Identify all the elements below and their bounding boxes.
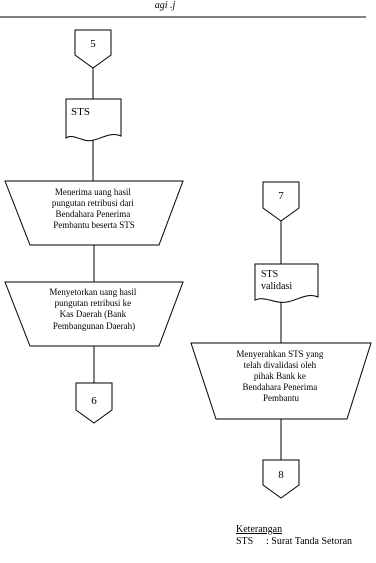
legend-definition: : Surat Tanda Setoran: [266, 536, 353, 547]
legend-row: [236, 536, 352, 548]
process-hand-over-sts-text: Menyerahkan STS yang telah divalidasi oleh pihak Bank ke Bendahara Penerima Pembantu: [236, 349, 324, 403]
process-deposit-money-text: Menyetorkan uang hasil pungutan retribusi ke Kas Daerah (Bank Pembangunan Daerah): [49, 287, 137, 331]
document-sts-validasi-label: STS validasi: [261, 269, 293, 292]
legend-abbr: STS: [236, 536, 254, 547]
legend-title: Keterangan: [236, 524, 283, 535]
connector-8-label: 8: [278, 469, 284, 481]
legend: [236, 524, 352, 548]
header-text: agi .j: [154, 0, 176, 11]
connector-7-label: 7: [278, 190, 284, 202]
document-sts-label: STS: [71, 106, 90, 118]
process-receive-money-text: Menerima uang hasil pungutan retribusi dari Bendahara Penerima Pembantu beserta STS: [51, 187, 135, 230]
connector-5-label: 5: [90, 38, 96, 50]
connector-6-label: 6: [91, 395, 97, 407]
